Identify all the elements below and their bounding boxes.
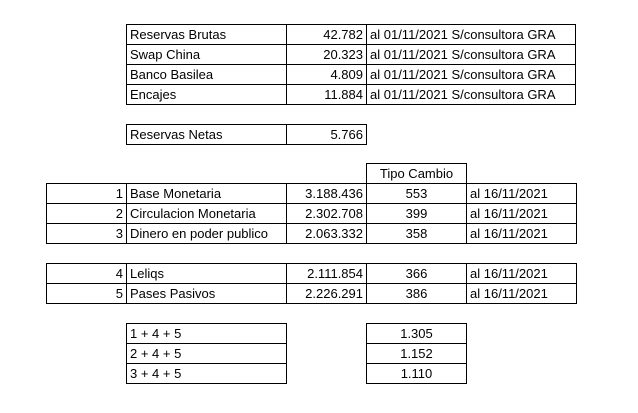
cell-value: 4.809 <box>286 64 367 85</box>
cell-tipo-cambio: 366 <box>366 263 467 284</box>
tipo-cambio-header: Tipo Cambio <box>366 163 467 184</box>
cell-sum-value: 1.110 <box>366 363 467 384</box>
cell-label: Dinero en poder publico <box>126 223 287 244</box>
cell-value: 2.226.291 <box>286 283 367 304</box>
netas-value: 5.766 <box>286 124 367 145</box>
cell-label: Swap China <box>126 44 287 65</box>
cell-formula: 3 + 4 + 5 <box>126 363 287 384</box>
cell-value: 20.323 <box>286 44 367 65</box>
row-number: 5 <box>46 283 127 304</box>
cell-formula: 1 + 4 + 5 <box>126 323 287 344</box>
cell-value: 3.188.436 <box>286 183 367 204</box>
cell-value: 11.884 <box>286 84 367 105</box>
row-number: 3 <box>46 223 127 244</box>
cell-date: al 16/11/2021 <box>466 283 577 304</box>
cell-date: al 16/11/2021 <box>466 183 577 204</box>
cell-label: Circulacion Monetaria <box>126 203 287 224</box>
cell-note: al 01/11/2021 S/consultora GRA <box>366 64 576 85</box>
cell-value: 42.782 <box>286 24 367 45</box>
cell-sum-value: 1.152 <box>366 343 467 364</box>
cell-tipo-cambio: 386 <box>366 283 467 304</box>
cell-note: al 01/11/2021 S/consultora GRA <box>366 44 576 65</box>
cell-label: Encajes <box>126 84 287 105</box>
cell-tipo-cambio: 399 <box>366 203 467 224</box>
row-number: 1 <box>46 183 127 204</box>
cell-label: Leliqs <box>126 263 287 284</box>
row-number: 4 <box>46 263 127 284</box>
row-number: 2 <box>46 203 127 224</box>
cell-label: Banco Basilea <box>126 64 287 85</box>
cell-label: Base Monetaria <box>126 183 287 204</box>
cell-date: al 16/11/2021 <box>466 223 577 244</box>
cell-label: Pases Pasivos <box>126 283 287 304</box>
cell-tipo-cambio: 358 <box>366 223 467 244</box>
cell-formula: 2 + 4 + 5 <box>126 343 287 364</box>
netas-label: Reservas Netas <box>126 124 287 145</box>
cell-label: Reservas Brutas <box>126 24 287 45</box>
cell-tipo-cambio: 553 <box>366 183 467 204</box>
cell-value: 2.111.854 <box>286 263 367 284</box>
cell-date: al 16/11/2021 <box>466 263 577 284</box>
cell-note: al 01/11/2021 S/consultora GRA <box>366 84 576 105</box>
cell-note: al 01/11/2021 S/consultora GRA <box>366 24 576 45</box>
cell-value: 2.063.332 <box>286 223 367 244</box>
cell-date: al 16/11/2021 <box>466 203 577 224</box>
cell-sum-value: 1.305 <box>366 323 467 344</box>
cell-value: 2.302.708 <box>286 203 367 224</box>
